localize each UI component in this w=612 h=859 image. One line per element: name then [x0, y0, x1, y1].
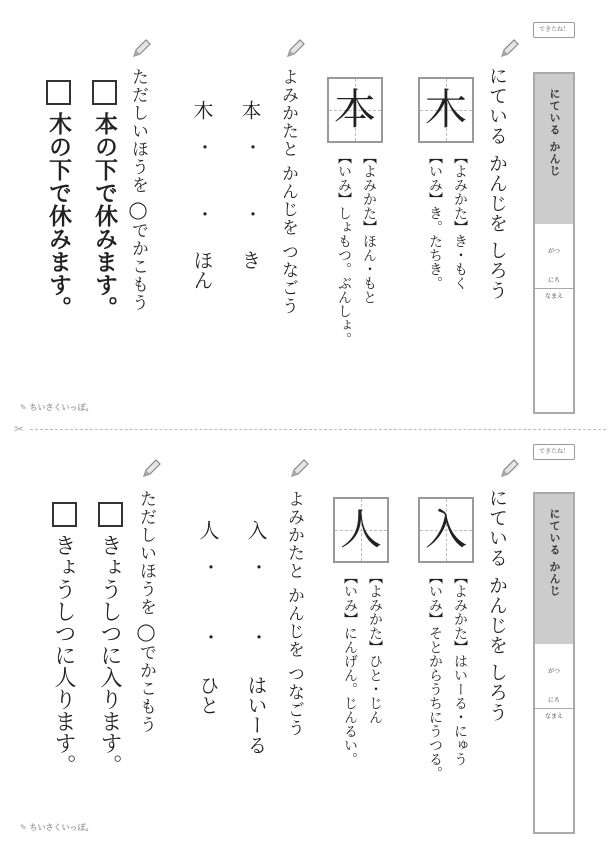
done-badge: できたね！ — [533, 22, 575, 38]
pencil-icon — [498, 38, 520, 60]
section3-title: ただしいほうを ◯でかこもう — [128, 68, 148, 312]
match-reading-2: ひと — [196, 675, 220, 715]
side-panel — [533, 72, 575, 414]
brand-logo: ✎ ちいさくいっぽ。 — [20, 823, 94, 832]
section1-title: にている かんじを しろう — [486, 488, 508, 723]
kanji-box-2 — [327, 77, 383, 143]
side-title: にている かんじ — [535, 494, 573, 644]
scissors-icon: ✂ — [14, 422, 25, 436]
choice-text-2: きょうしつに人ります。 — [51, 534, 76, 776]
match-dot: ・ — [199, 628, 220, 646]
pencil-icon — [288, 458, 310, 480]
match-dot: ・ — [193, 138, 214, 156]
pencil-icon — [130, 38, 152, 60]
month-label: がつ — [547, 668, 560, 675]
match-reading-2: ほん — [190, 250, 214, 290]
kanji-box-2 — [333, 497, 389, 563]
side-title: にている かんじ — [535, 74, 573, 224]
choice-checkbox-1[interactable] — [98, 502, 123, 527]
kanji1-imi: 【いみ】そとからうちにうつる。 — [427, 570, 443, 780]
choice-text-2: 木の下で休みます。 — [45, 112, 71, 319]
worksheet-2 — [0, 430, 612, 859]
kanji-box-1 — [418, 497, 474, 563]
match-kanji-2: 人 — [196, 520, 220, 540]
choice-text-1: 本の下で休みます。 — [91, 112, 117, 319]
match-kanji-1: 入 — [244, 520, 268, 540]
match-dot: ・ — [241, 205, 262, 223]
match-reading-1: はいーる — [244, 675, 268, 755]
section2-title: よみかたと かんじを つなごう — [284, 490, 304, 737]
match-kanji-1: 本 — [238, 100, 262, 120]
match-dot: ・ — [199, 558, 220, 576]
kanji1-yomikata: 【よみかた】はいーる・にゅう — [452, 570, 468, 766]
kanji2-yomikata: 【よみかた】ほん・もと — [361, 150, 377, 304]
kanji2-imi: 【いみ】にんげん。じんるい。 — [342, 570, 358, 766]
name-label: なまえ — [544, 713, 563, 720]
pencil-icon — [498, 458, 520, 480]
pencil-icon — [140, 458, 162, 480]
match-kanji-2: 木 — [190, 100, 214, 120]
kanji2-yomikata: 【よみかた】ひと・じん — [367, 570, 383, 724]
match-dot: ・ — [241, 138, 262, 156]
kanji-char-2: 人 — [339, 505, 382, 554]
done-badge: できたね！ — [533, 444, 575, 460]
side-panel — [533, 492, 575, 834]
kanji-char-2: 本 — [333, 85, 376, 134]
section3-title: ただしいほうを ◯でかこもう — [136, 490, 156, 734]
choice-checkbox-2[interactable] — [46, 80, 71, 105]
choice-checkbox-2[interactable] — [52, 502, 77, 527]
name-label: なまえ — [544, 293, 563, 300]
pencil-icon — [284, 38, 306, 60]
day-label: にち — [547, 697, 560, 704]
kanji1-yomikata: 【よみかた】き・もく — [452, 150, 468, 290]
day-label: にち — [547, 277, 560, 284]
choice-text-1: きょうしつに入ります。 — [97, 534, 122, 776]
match-dot: ・ — [193, 205, 214, 223]
match-reading-1: き — [238, 250, 262, 270]
kanji-char-1: 木 — [424, 85, 467, 134]
kanji1-imi: 【いみ】き。たちき。 — [427, 150, 443, 290]
match-dot: ・ — [247, 628, 268, 646]
kanji-char-1: 入 — [424, 505, 467, 554]
month-label: がつ — [547, 248, 560, 255]
section2-title: よみかたと かんじを つなごう — [278, 68, 298, 315]
choice-checkbox-1[interactable] — [92, 80, 117, 105]
kanji2-imi: 【いみ】しょもつ。ぶんしょ。 — [336, 150, 352, 346]
section1-title: にている かんじを しろう — [486, 66, 508, 301]
brand-logo: ✎ ちいさくいっぽ。 — [20, 403, 94, 412]
kanji-box-1 — [418, 77, 474, 143]
match-dot: ・ — [247, 558, 268, 576]
